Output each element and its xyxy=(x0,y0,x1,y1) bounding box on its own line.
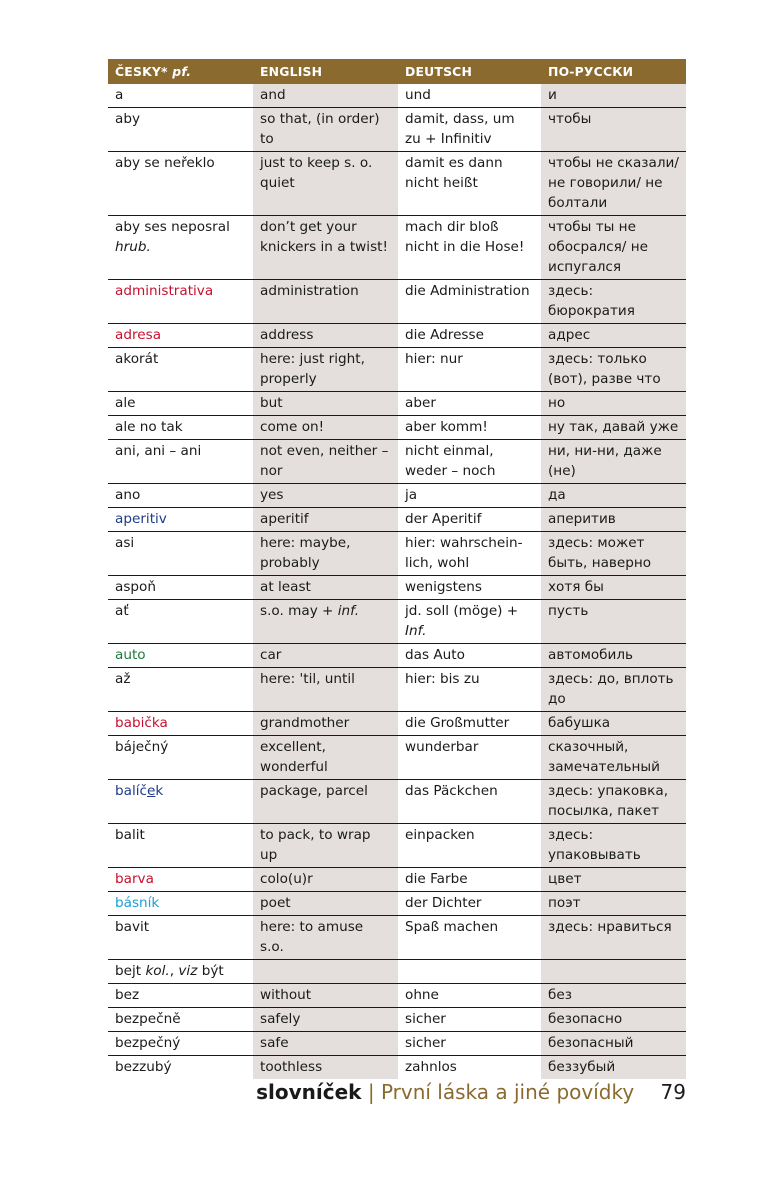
table-row xyxy=(108,780,686,824)
footer-section-label: slovníček xyxy=(256,1080,362,1104)
cz-cell: asi xyxy=(108,532,253,576)
cz-cell: bezpečně xyxy=(108,1008,253,1032)
de-cell: ja xyxy=(398,484,541,508)
de-cell: wenigstens xyxy=(398,576,541,600)
ru-cell: здесь: нравиться xyxy=(541,916,686,960)
table-row xyxy=(108,668,686,712)
table-row xyxy=(108,712,686,736)
ru-cell: здесь: до, вплоть до xyxy=(541,668,686,712)
ru-cell: адрес xyxy=(541,324,686,348)
table-row xyxy=(108,280,686,324)
table-row xyxy=(108,1056,686,1080)
en-cell: here: to amuse s.o. xyxy=(253,916,398,960)
ru-cell: автомобиль xyxy=(541,644,686,668)
de-cell: damit es dann nicht heißt xyxy=(398,152,541,216)
cz-cell: akorát xyxy=(108,348,253,392)
cz-cell: až xyxy=(108,668,253,712)
en-cell: and xyxy=(253,84,398,108)
table-row xyxy=(108,324,686,348)
de-cell: und xyxy=(398,84,541,108)
table-row xyxy=(108,1008,686,1032)
de-cell: die Großmutter xyxy=(398,712,541,736)
ru-cell: безопасный xyxy=(541,1032,686,1056)
de-cell: zahnlos xyxy=(405,1059,457,1075)
en-cell: come on! xyxy=(253,416,398,440)
ru-cell: но xyxy=(541,392,686,416)
de-cell: das Auto xyxy=(398,644,541,668)
cz-cell: ať xyxy=(108,600,253,644)
cz-cell: babička xyxy=(108,712,253,736)
en-cell: safe xyxy=(253,1032,398,1056)
table-row xyxy=(108,824,686,868)
table-row xyxy=(108,216,686,280)
table-row xyxy=(108,108,686,152)
de-cell: sicher xyxy=(398,1032,541,1056)
header-row xyxy=(108,59,686,84)
de-cell: Spaß machen xyxy=(398,916,541,960)
table-row xyxy=(108,508,686,532)
ru-cell: чтобы ты не обосрался/ не испугался xyxy=(541,216,686,280)
table-row xyxy=(108,416,686,440)
cz-cell: a xyxy=(108,84,253,108)
de-cell: aber xyxy=(398,392,541,416)
header-russian: ПО-РУССКИ xyxy=(541,59,686,84)
ru-cell: безопасно xyxy=(541,1008,686,1032)
cz-cell: bejt kol., viz být xyxy=(108,960,253,984)
table-row xyxy=(108,532,686,576)
cz-cell: administrativa xyxy=(108,280,253,324)
en-cell: administration xyxy=(253,280,398,324)
cz-cell: ani, ani – ani xyxy=(108,440,253,484)
en-cell: aperitif xyxy=(253,508,398,532)
de-cell: einpacken xyxy=(398,824,541,868)
ru-cell: хотя бы xyxy=(541,576,686,600)
ru-cell: здесь: только (вот), разве что xyxy=(541,348,686,392)
table-row xyxy=(108,152,686,216)
ru-cell: да xyxy=(541,484,686,508)
ru-cell: здесь: бюрократия xyxy=(541,280,686,324)
header-czech: ČESKY* pf. xyxy=(108,59,253,84)
header-english: ENGLISH xyxy=(253,59,398,84)
cz-cell: aby se neřeklo xyxy=(108,152,253,216)
ru-cell: чтобы xyxy=(541,108,686,152)
ru-cell: ни, ни-ни, даже (не) xyxy=(541,440,686,484)
en-cell: not even, neither – nor xyxy=(253,440,398,484)
de-cell: hier: wahrschein-lich, wohl xyxy=(398,532,541,576)
table-row xyxy=(108,600,686,644)
table-row xyxy=(108,892,686,916)
ru-cell: чтобы не сказали/ не говорили/ не болтали xyxy=(541,152,686,216)
en-cell: package, parcel xyxy=(253,780,398,824)
table-row xyxy=(108,984,686,1008)
cz-cell: aby ses neposral hrub. xyxy=(108,216,253,280)
en-cell: here: 'til, until xyxy=(253,668,398,712)
table-row xyxy=(108,84,686,108)
cz-cell: barva xyxy=(108,868,253,892)
en-cell: s.o. may + inf. xyxy=(253,600,398,644)
table-row xyxy=(108,960,686,984)
de-cell: aber komm! xyxy=(398,416,541,440)
page-number: 79 xyxy=(660,1080,686,1104)
de-cell: jd. soll (möge) + Inf. xyxy=(398,600,541,644)
de-cell: der Aperitif xyxy=(398,508,541,532)
ru-cell: бабушка xyxy=(541,712,686,736)
cz-cell: básník xyxy=(108,892,253,916)
de-cell: wunderbar xyxy=(398,736,541,780)
table-row xyxy=(108,736,686,780)
en-cell: yes xyxy=(253,484,398,508)
de-cell: die Adresse xyxy=(398,324,541,348)
de-cell: damit, dass, um zu + Infinitiv xyxy=(398,108,541,152)
en-cell xyxy=(253,960,398,984)
vocabulary-table xyxy=(108,59,686,1079)
table-row xyxy=(108,1032,686,1056)
ru-cell: цвет xyxy=(541,868,686,892)
en-cell: car xyxy=(253,644,398,668)
cz-cell: adresa xyxy=(108,324,253,348)
cz-cell: aperitiv xyxy=(108,508,253,532)
en-cell: safely xyxy=(253,1008,398,1032)
en-cell: so that, (in order) to xyxy=(253,108,398,152)
en-cell: just to keep s. o. quiet xyxy=(253,152,398,216)
en-cell: address xyxy=(253,324,398,348)
de-cell: nicht einmal, weder – noch xyxy=(398,440,541,484)
de-cell: der Dichter xyxy=(398,892,541,916)
ru-cell: здесь: упаковывать xyxy=(541,824,686,868)
en-cell: at least xyxy=(253,576,398,600)
table-row xyxy=(108,484,686,508)
cz-cell: ale xyxy=(108,392,253,416)
cz-cell: auto xyxy=(108,644,253,668)
cz-cell: balíček xyxy=(108,780,253,824)
en-cell: here: just right, properly xyxy=(253,348,398,392)
table-row xyxy=(108,916,686,960)
header-german: DEUTSCH xyxy=(398,59,541,84)
table-row xyxy=(108,392,686,416)
en-cell: to pack, to wrap up xyxy=(253,824,398,868)
en-cell: but xyxy=(253,392,398,416)
cz-cell: bezpečný xyxy=(108,1032,253,1056)
cz-cell: bezzubý xyxy=(115,1059,172,1075)
ru-cell xyxy=(541,960,686,984)
en-cell: toothless xyxy=(253,1056,398,1080)
cz-cell: aspoň xyxy=(108,576,253,600)
ru-cell: здесь: может быть, наверно xyxy=(541,532,686,576)
table-row xyxy=(108,576,686,600)
de-cell: die Farbe xyxy=(398,868,541,892)
ru-cell: аперитив xyxy=(541,508,686,532)
de-cell: hier: bis zu xyxy=(398,668,541,712)
en-cell: here: maybe, probably xyxy=(253,532,398,576)
de-cell: sicher xyxy=(398,1008,541,1032)
de-cell: hier: nur xyxy=(398,348,541,392)
ru-cell: ну так, давай уже xyxy=(541,416,686,440)
en-cell: excellent, wonderful xyxy=(253,736,398,780)
table-row xyxy=(108,644,686,668)
ru-cell: поэт xyxy=(541,892,686,916)
en-cell: don’t get your knickers in a twist! xyxy=(253,216,398,280)
cz-cell: aby xyxy=(108,108,253,152)
ru-cell: пусть xyxy=(541,600,686,644)
table-row xyxy=(108,348,686,392)
footer-separator: | xyxy=(367,1080,375,1104)
cz-cell: bez xyxy=(108,984,253,1008)
cz-cell: bavit xyxy=(108,916,253,960)
cz-cell: ano xyxy=(108,484,253,508)
de-cell xyxy=(398,960,541,984)
de-cell: das Päckchen xyxy=(398,780,541,824)
ru-cell: сказочный, замечательный xyxy=(541,736,686,780)
cz-cell: ale no tak xyxy=(108,416,253,440)
ru-cell: без xyxy=(541,984,686,1008)
en-cell: grandmother xyxy=(253,712,398,736)
de-cell: ohne xyxy=(398,984,541,1008)
en-cell: poet xyxy=(253,892,398,916)
ru-cell: здесь: упаковка, посылка, пакет xyxy=(541,780,686,824)
de-cell: mach dir bloß nicht in die Hose! xyxy=(398,216,541,280)
ru-cell: и xyxy=(541,84,686,108)
page-footer xyxy=(256,1080,686,1104)
en-cell: without xyxy=(253,984,398,1008)
en-cell: colo(u)r xyxy=(253,868,398,892)
de-cell: die Administration xyxy=(398,280,541,324)
cz-cell: balit xyxy=(108,824,253,868)
cz-cell: báječný xyxy=(108,736,253,780)
ru-cell: беззубый xyxy=(541,1056,686,1080)
table-row xyxy=(108,868,686,892)
footer-book-title: První láska a jiné povídky xyxy=(380,1080,635,1104)
table-row xyxy=(108,440,686,484)
